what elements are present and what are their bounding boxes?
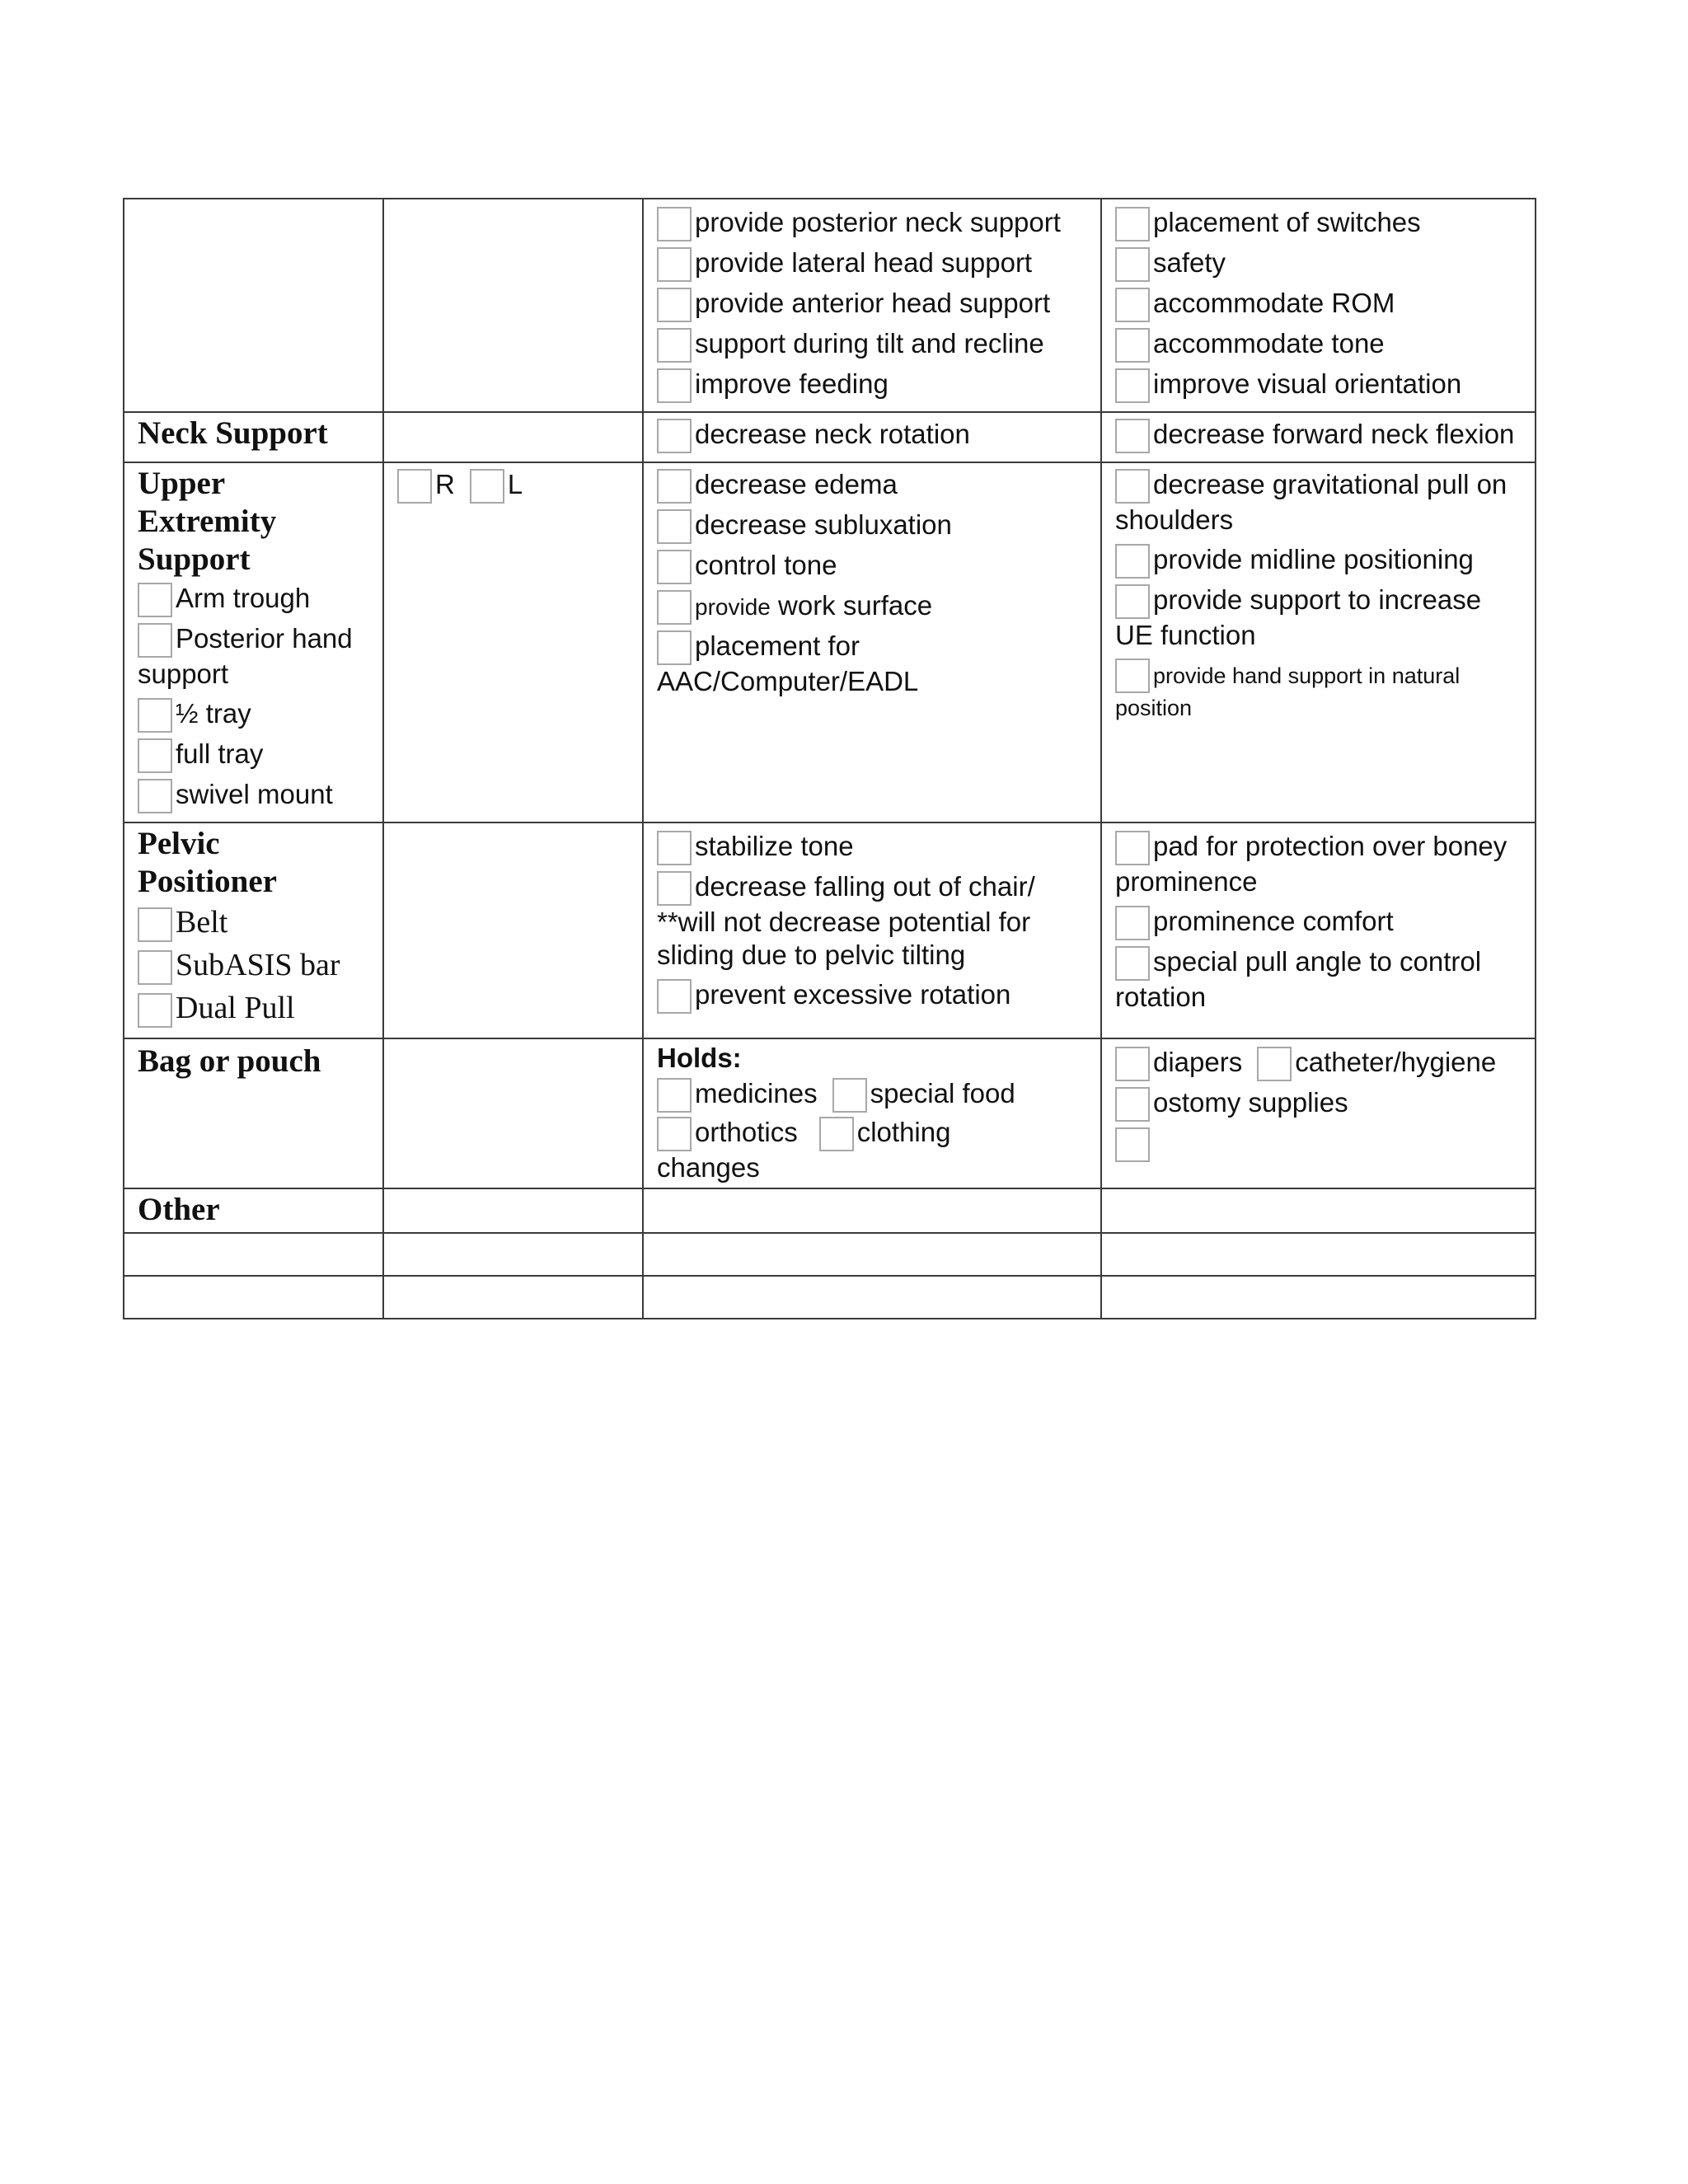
checkbox[interactable] [657,630,692,665]
list-item: SubASIS bar [138,947,369,985]
checkbox[interactable] [138,698,172,733]
table-row-head-support [124,199,1536,412]
list-item: decrease edema [657,468,1087,504]
list-item: ostomy supplies [1115,1086,1522,1122]
row-title: Bag or pouch [138,1043,321,1079]
cell-pelvic-goals [643,823,1101,1038]
checkbox[interactable] [138,950,172,985]
list-item: improve visual orientation [1115,368,1522,403]
list-item: accommodate tone [1115,327,1522,363]
checkbox[interactable] [657,590,692,625]
list-item: control tone [657,549,1087,584]
cell-pelvic-goals-2 [1101,823,1536,1038]
list-item: placement of switches [1115,206,1522,241]
cell-side-empty [383,823,643,1038]
cell-bag-holds [643,1038,1101,1188]
checkbox[interactable] [657,247,692,282]
checkbox[interactable] [657,368,692,403]
side-options: R L [397,468,629,504]
table-row-blank [124,1276,1536,1319]
cell-side-select [383,462,643,823]
list-item: decrease falling out of chair/ **will not decrease potential for sliding due to pelvic tilting [657,871,1035,970]
cell-side-empty [383,1038,643,1188]
checkbox[interactable] [1115,906,1150,940]
checkbox[interactable] [657,1078,692,1113]
list-item: decrease gravitational pull on shoulders [1115,469,1507,535]
checkbox[interactable] [657,328,692,363]
list-item: provide work surface [657,589,1087,625]
cell-label-empty [124,199,383,412]
cell-neck-goal-2 [1101,412,1536,462]
list-item: swivel mount [138,778,369,813]
list-item: prominence comfort [1115,905,1522,940]
list-item: accommodate ROM [1115,287,1522,322]
cell-side-empty [383,412,643,462]
list-item: support during tilt and recline [657,327,1087,363]
checkbox[interactable] [1115,1047,1150,1081]
list-item: special pull angle to control rotation [1115,946,1482,1012]
table-row-upper-extremity [124,462,1536,823]
checkbox[interactable] [657,831,692,865]
cell-ue-goals-2 [1101,462,1536,823]
checkbox[interactable] [657,509,692,544]
cell-bag-holds-2 [1101,1038,1536,1188]
table-row-neck-support [124,412,1536,462]
cell-empty[interactable] [1101,1188,1536,1233]
list-item: decrease neck rotation [657,418,1087,453]
list-item: decrease subluxation [657,509,1087,544]
cell-empty[interactable] [643,1276,1101,1319]
checkbox[interactable] [138,993,172,1028]
checkbox[interactable] [657,550,692,584]
list-item: decrease forward neck flexion [1115,418,1522,453]
checkbox-right[interactable] [397,469,432,504]
cell-side-empty [383,199,643,412]
seating-assessment-table [123,198,1536,1319]
checkbox[interactable] [1115,831,1150,865]
row-title: Positioner [138,864,277,899]
checkbox[interactable] [1115,1127,1150,1162]
checkbox[interactable] [1115,247,1150,282]
cell-empty[interactable] [643,1188,1101,1233]
checkbox[interactable] [1115,946,1150,981]
checkbox[interactable] [1257,1047,1292,1081]
row-label-bag-pouch [124,1038,383,1188]
checkbox[interactable] [657,207,692,241]
row-title: Pelvic [138,826,220,861]
list-item: safety [1115,246,1522,282]
checkbox[interactable] [138,583,172,617]
list-item: Belt [138,904,369,942]
list-item: improve feeding [657,368,1087,403]
row-title: Neck Support [138,415,328,451]
checkbox[interactable] [657,979,692,1014]
checkbox[interactable] [1115,658,1150,693]
checkbox[interactable] [1115,544,1150,579]
cell-ue-goals [643,462,1101,823]
checkbox[interactable] [657,871,692,906]
list-item: full tray [138,738,369,773]
list-item: provide posterior neck support [657,206,1087,241]
checkbox-left[interactable] [470,469,504,504]
cell-head-goals [643,199,1101,412]
list-item [1115,1127,1522,1162]
list-item: orthotics clothing changes [657,1117,951,1183]
list-item: Posterior hand support [138,623,353,689]
cell-empty[interactable] [124,1233,383,1276]
cell-head-goals-2 [1101,199,1536,412]
list-item: provide lateral head support [657,246,1087,282]
row-title: Extremity [138,504,277,539]
table-row-bag-pouch [124,1038,1536,1188]
cell-empty[interactable] [383,1188,643,1233]
checkbox[interactable] [1115,207,1150,241]
cell-empty[interactable] [383,1233,643,1276]
checkbox[interactable] [1115,419,1150,453]
row-title: Support [138,541,251,577]
checkbox[interactable] [1115,1087,1150,1122]
row-label-pelvic-positioner [124,823,383,1038]
cell-empty[interactable] [124,1276,383,1319]
holds-label: Holds: [657,1043,742,1073]
checkbox[interactable] [819,1117,854,1151]
row-title: Other [138,1192,220,1227]
table-row-pelvic-positioner [124,823,1536,1038]
checkbox[interactable] [657,469,692,504]
checkbox[interactable] [1115,469,1150,504]
checkbox[interactable] [832,1078,867,1113]
checkbox[interactable] [1115,288,1150,322]
list-item: stabilize tone [657,830,1087,865]
cell-empty[interactable] [643,1233,1101,1276]
checkbox[interactable] [138,779,172,813]
checkbox[interactable] [657,288,692,322]
list-item: provide hand support in natural position [1115,658,1522,723]
checkbox[interactable] [657,419,692,453]
list-item: provide anterior head support [657,287,1087,322]
checkbox[interactable] [657,1117,692,1151]
list-item: medicines special food [657,1077,1087,1113]
list-item: provide support to increase UE function [1115,584,1482,650]
cell-empty[interactable] [1101,1276,1536,1319]
list-item: diapers catheter/hygiene [1115,1046,1522,1081]
cell-empty[interactable] [383,1276,643,1319]
table-row-blank [124,1233,1536,1276]
list-item: provide midline positioning [1115,543,1522,579]
checkbox[interactable] [138,623,172,658]
checkbox[interactable] [1115,368,1150,403]
cell-empty[interactable] [1101,1233,1536,1276]
checkbox[interactable] [1115,328,1150,363]
list-item: pad for protection over boney prominence [1115,831,1507,897]
list-item: prevent excessive rotation [657,978,1087,1014]
table-row-other [124,1188,1536,1233]
list-item: placement for AAC/Computer/EADL [657,630,919,696]
row-label-neck-support [124,412,383,462]
list-item: Dual Pull [138,990,369,1028]
checkbox[interactable] [138,738,172,773]
row-title: Upper [138,466,226,501]
row-label-upper-extremity [124,462,383,823]
row-label-other [124,1188,383,1233]
list-item: ½ tray [138,697,369,733]
checkbox[interactable] [138,907,172,942]
cell-neck-goal [643,412,1101,462]
list-item: Arm trough [138,582,369,617]
checkbox[interactable] [1115,584,1150,619]
